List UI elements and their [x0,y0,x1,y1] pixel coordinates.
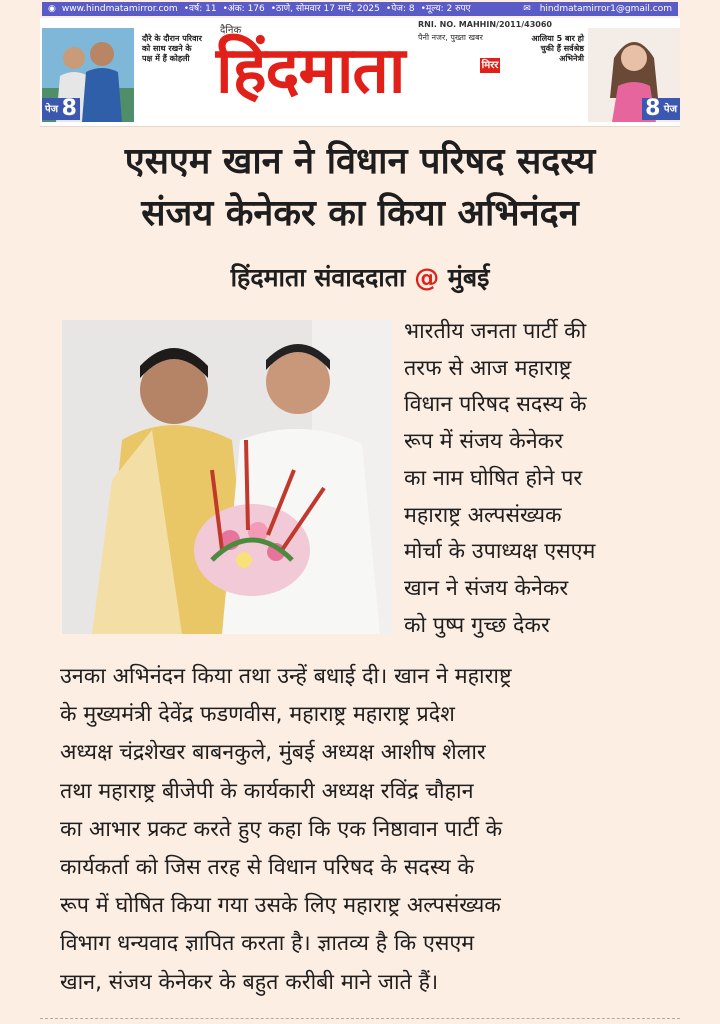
body-line: खान, संजय केनेकर के बहुत करीबी माने जाते हैं। [60,969,439,995]
top-info-bar [42,2,678,16]
daily-label: दैनिक [220,25,242,36]
dateline-text: •ठाणे, सोमवार 17 मार्च, 2025 [270,4,380,14]
body-line: को पुष्प गुच्छ देकर [404,612,550,638]
body-line: विधान परिषद सदस्य के [404,392,587,418]
body-line: रूप में संजय केनेकर [404,429,563,455]
left-page-label: पेज [45,104,59,115]
body-line: अध्यक्ष चंद्रशेखर बाबनकुले, मुंबई अध्यक्ष आशीष शेलार [60,740,486,766]
left-page-badge[interactable] [42,98,80,120]
byline-reporter: हिंदमाता संवाददाता [230,263,406,292]
body-line: भारतीय जनता पार्टी की [404,319,587,344]
headline-line-1: एसएम खान ने विधान परिषद सदस्य [124,141,596,182]
pages-text: •पेज: 8 [385,4,415,14]
globe-icon: ◉ [48,4,56,14]
mirror-label: मिरर [481,60,499,71]
left-teaser-text[interactable]: दौरे के दौरान परिवार को साथ रखने के पक्ष में हैं कोहली [142,34,202,63]
website-text: www.hindmatamirror.com [61,4,178,14]
body-line: का नाम घोषित होने पर [404,465,583,491]
right-page-badge[interactable] [642,98,680,120]
right-page-number: 8 [645,96,661,121]
rni-number: RNI. NO. MAHHIN/2011/43060 [418,20,552,29]
body-line: उनका अभिनंदन किया तथा उन्हें बधाई दी। खान ने महाराष्ट्र [60,664,512,689]
felicitation-photo-icon [62,320,392,634]
issue-text: •अंक: 176 [222,4,265,14]
body-line: खान ने संजय केनेकर [404,575,569,601]
tagline: पैनी नजर, पुख्ता खबर [418,33,483,42]
year-text: •वर्ष: 11 [183,4,217,14]
article-photo [62,320,392,634]
mail-icon: ✉ [523,4,531,14]
article [40,128,680,1018]
masthead-title: हिंदमाता [216,33,405,108]
left-teaser-photo [42,28,134,122]
left-page-number: 8 [61,96,77,121]
email-text [517,2,672,16]
body-line: का आभार प्रकट करते हुए कहा कि एक निष्ठावान पार्टी के [60,816,503,842]
byline-at: @ [414,263,440,292]
right-teaser-text[interactable]: आलिया 5 बार हो चुकी हैं सर्वश्रेष्ठ अभिनेत्री [531,34,584,63]
price-text: •मूल्य: 2 रुपए [420,4,471,14]
body-line: कार्यकर्ता को जिस तरह से विधान परिषद के सदस्य के [60,855,475,881]
body-line: रूप में घोषित किया गया उसके लिए महाराष्ट्र अल्पसंख्यक [60,893,501,919]
right-page-label: पेज [663,104,677,115]
right-teaser-photo [588,28,680,122]
headline [60,136,660,240]
body-line: तरफ से आज महाराष्ट्र [404,355,572,381]
page-divider [40,1016,680,1019]
body-line: महाराष्ट्र अल्पसंख्यक [404,502,562,528]
article-body-wrapped [404,314,674,644]
email-value: hindmatamirror1@gmail.com [539,4,672,14]
body-line: तथा महाराष्ट्र बीजेपी के कार्यकारी अध्यक्ष रविंद्र चौहान [60,778,474,804]
headline-line-2: संजय केनेकर का किया अभिनंदन [141,193,579,234]
body-line: के मुख्यमंत्री देवेंद्र फडणवीस, महाराष्ट्र महाराष्ट्र प्रदेश [60,702,455,728]
body-line: विभाग धन्यवाद ज्ञापित करता है। ज्ञातव्य है कि एसएम [60,931,475,957]
byline [60,262,660,294]
body-line: मोर्चा के उपाध्यक्ष एसएम [404,539,596,565]
byline-city: मुंबई [447,263,490,292]
article-body-full [60,658,670,1002]
